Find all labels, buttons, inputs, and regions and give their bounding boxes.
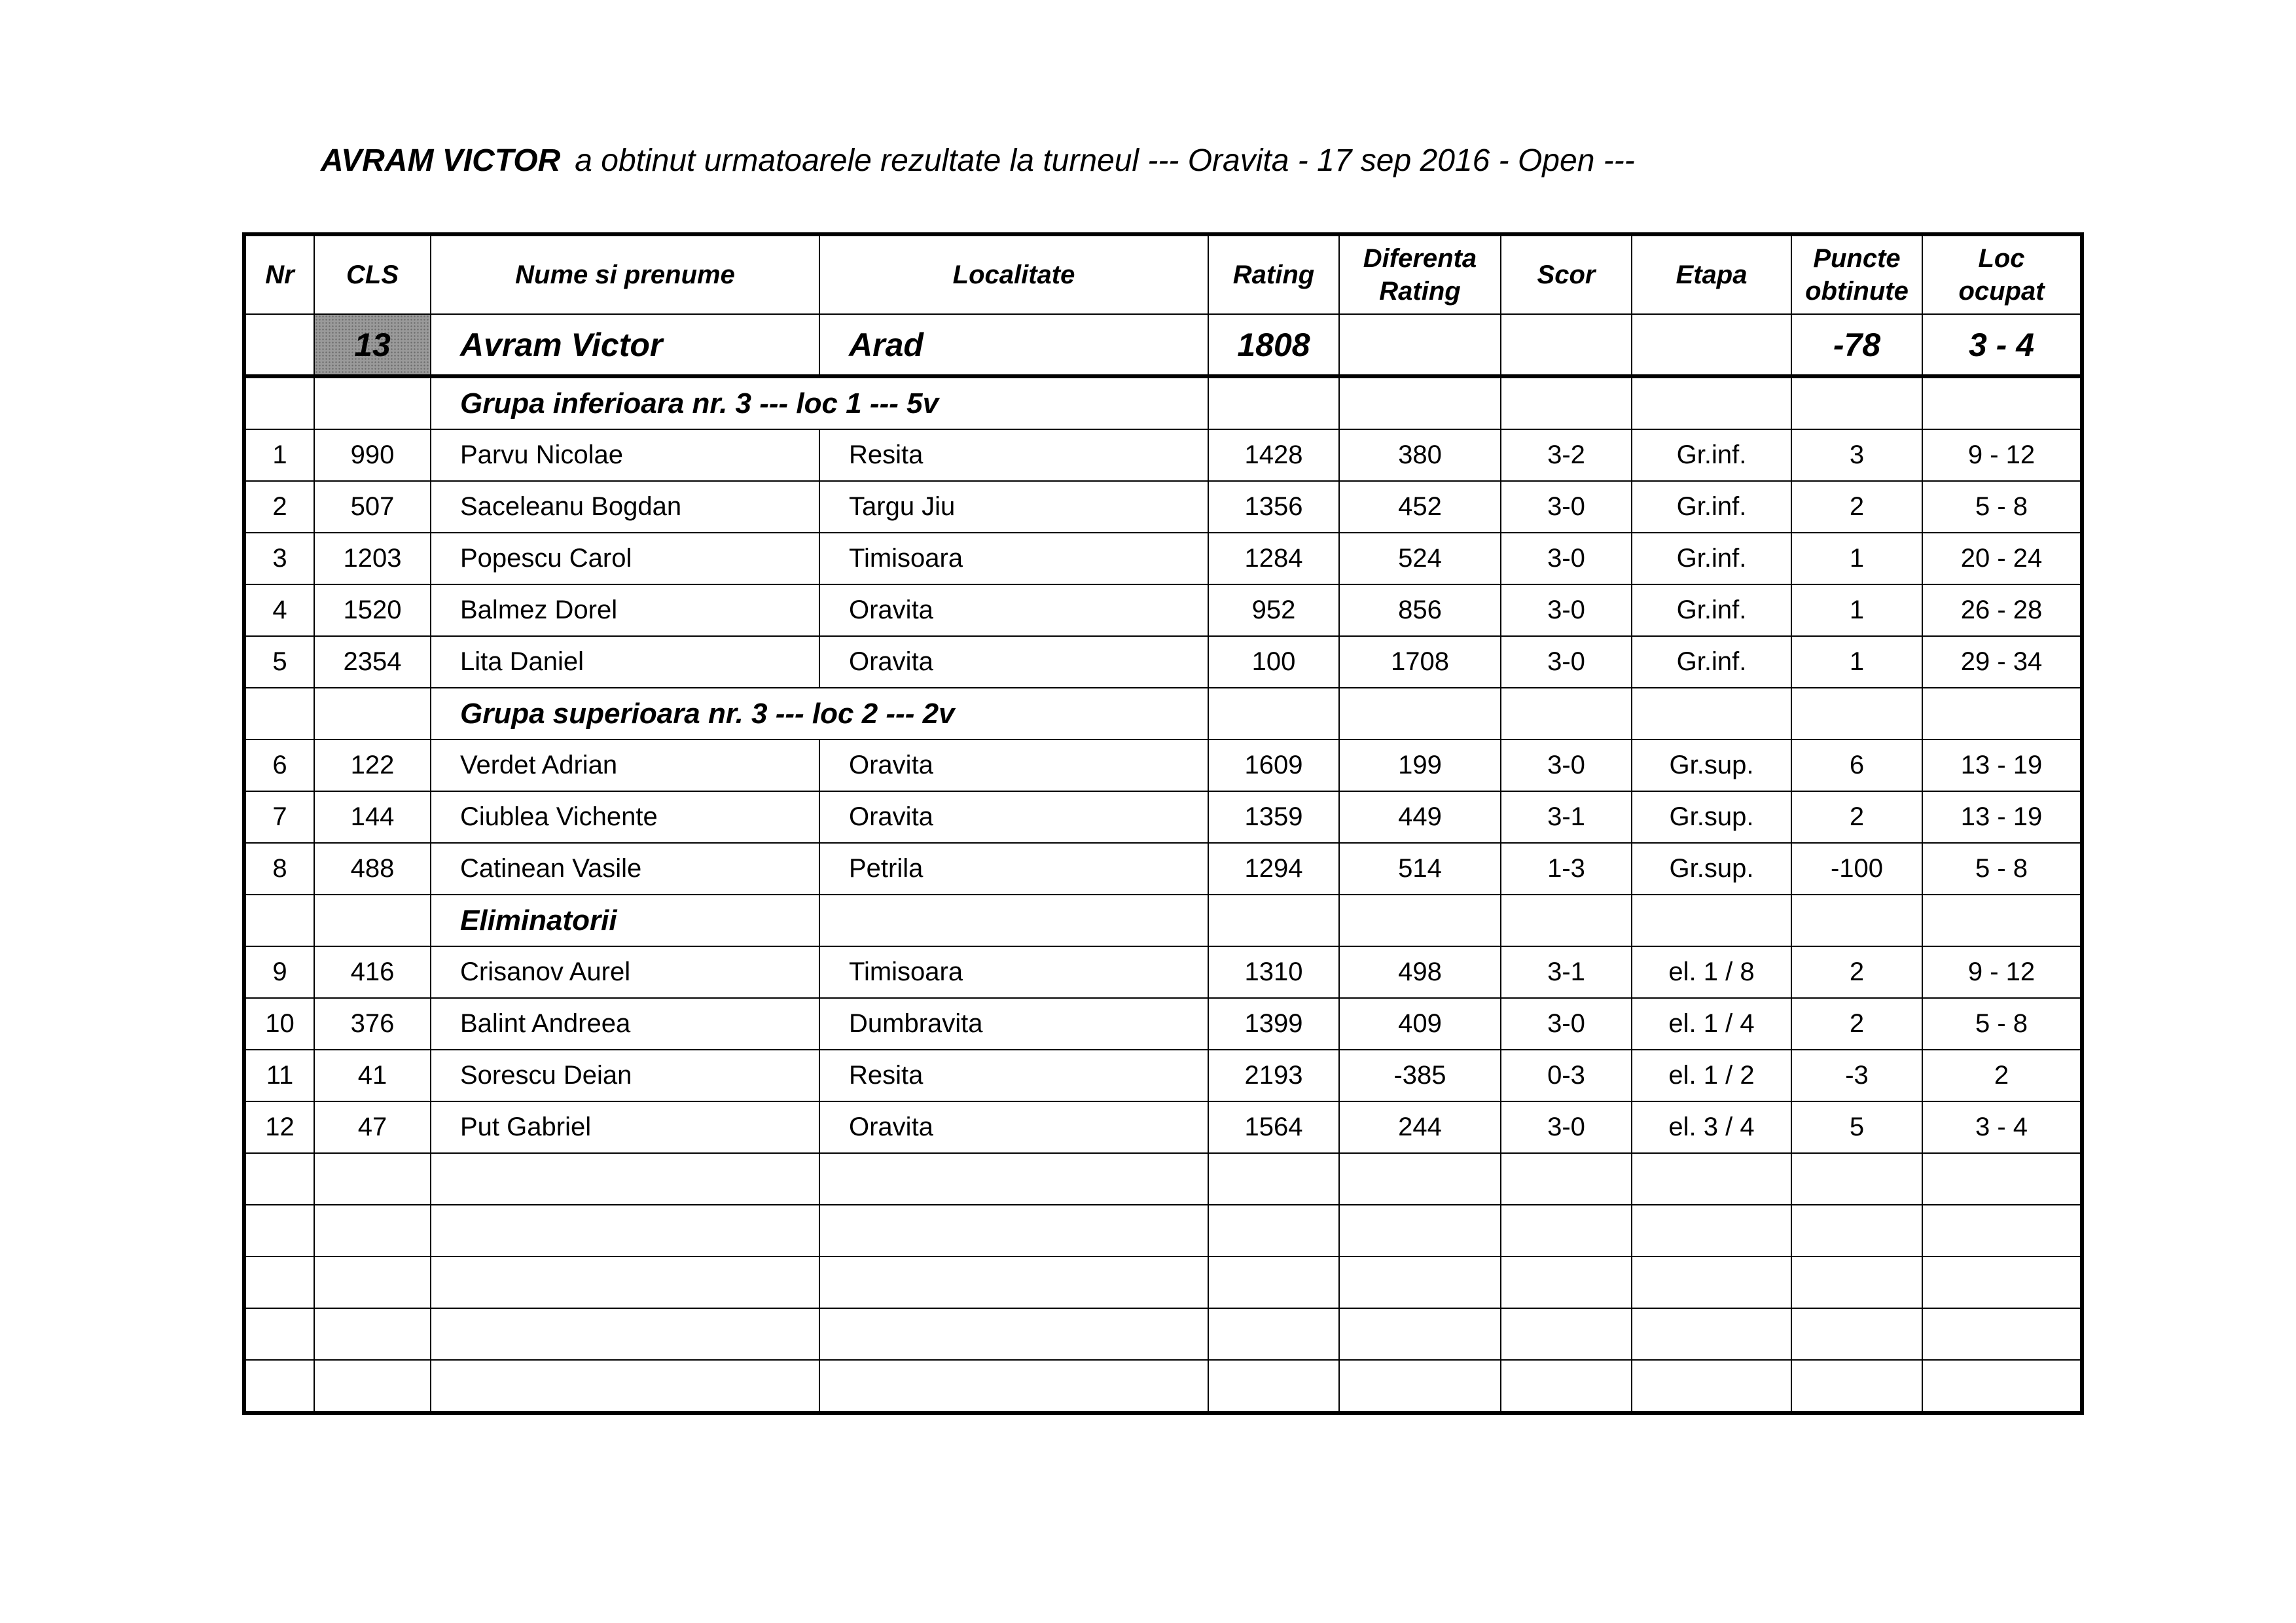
empty-cell [1791, 1153, 1922, 1205]
section-empty-cell [819, 895, 1208, 946]
section-empty-cell [244, 895, 314, 946]
cell-diferenta: 498 [1339, 946, 1501, 998]
cell-localitate: Oravita [819, 1101, 1208, 1153]
cell-scor: 0-3 [1501, 1050, 1632, 1101]
cell-loc: 13 - 19 [1922, 791, 2082, 843]
cell-loc: 2 [1922, 1050, 2082, 1101]
empty-cell [1339, 1360, 1501, 1413]
cell-nume: Sorescu Deian [431, 1050, 819, 1101]
player-nume: Avram Victor [431, 314, 819, 376]
section-empty-cell [1208, 895, 1339, 946]
empty-cell [1922, 1360, 2082, 1413]
cell-loc: 13 - 19 [1922, 740, 2082, 791]
cell-etapa: Gr.inf. [1632, 481, 1791, 533]
cell-scor: 3-1 [1501, 791, 1632, 843]
table-row [244, 1050, 2082, 1101]
header-diferenta-line2: Rating [1379, 277, 1461, 306]
cell-rating: 1356 [1208, 481, 1339, 533]
cell-etapa: Gr.sup. [1632, 843, 1791, 895]
cell-nr: 7 [244, 791, 314, 843]
cell-loc: 26 - 28 [1922, 584, 2082, 636]
table-row [244, 429, 2082, 481]
cell-scor: 3-0 [1501, 481, 1632, 533]
player-name-title: AVRAM VICTOR [321, 143, 561, 178]
section-empty-cell [1208, 376, 1339, 429]
empty-cell [1791, 1257, 1922, 1308]
cell-diferenta: 380 [1339, 429, 1501, 481]
header-scor: Scor [1501, 234, 1632, 314]
cell-loc: 5 - 8 [1922, 843, 2082, 895]
table-row [244, 946, 2082, 998]
cell-scor: 3-0 [1501, 998, 1632, 1050]
cell-puncte: 6 [1791, 740, 1922, 791]
cell-etapa: Gr.sup. [1632, 791, 1791, 843]
empty-row [244, 1257, 2082, 1308]
player-diferenta [1339, 314, 1501, 376]
cell-localitate: Dumbravita [819, 998, 1208, 1050]
empty-row [244, 1308, 2082, 1360]
empty-cell [431, 1153, 819, 1205]
cell-etapa: Gr.inf. [1632, 584, 1791, 636]
header-nr: Nr [244, 234, 314, 314]
cell-cls: 47 [314, 1101, 431, 1153]
table-row [244, 636, 2082, 688]
cell-diferenta: 409 [1339, 998, 1501, 1050]
cell-nume: Ciublea Vichente [431, 791, 819, 843]
cell-localitate: Petrila [819, 843, 1208, 895]
cell-loc: 9 - 12 [1922, 429, 2082, 481]
header-etapa: Etapa [1632, 234, 1791, 314]
section-empty-cell [314, 895, 431, 946]
cell-nr: 1 [244, 429, 314, 481]
empty-cell [314, 1205, 431, 1257]
section-empty-cell [244, 376, 314, 429]
section-header-row [244, 688, 2082, 740]
empty-row [244, 1153, 2082, 1205]
empty-row [244, 1360, 2082, 1413]
cell-cls: 122 [314, 740, 431, 791]
player-loc: 3 - 4 [1922, 314, 2082, 376]
cell-puncte: -100 [1791, 843, 1922, 895]
cell-rating: 1564 [1208, 1101, 1339, 1153]
section-title: Eliminatorii [431, 895, 819, 946]
cell-nr: 6 [244, 740, 314, 791]
cell-rating: 1428 [1208, 429, 1339, 481]
empty-cell [431, 1308, 819, 1360]
cell-nume: Saceleanu Bogdan [431, 481, 819, 533]
cell-etapa: el. 1 / 4 [1632, 998, 1791, 1050]
empty-cell [1501, 1360, 1632, 1413]
empty-cell [1501, 1205, 1632, 1257]
cell-puncte: 1 [1791, 584, 1922, 636]
section-empty-cell [1791, 688, 1922, 740]
cell-etapa: Gr.inf. [1632, 533, 1791, 584]
section-empty-cell [1791, 376, 1922, 429]
cell-diferenta: 856 [1339, 584, 1501, 636]
cell-puncte: 2 [1791, 791, 1922, 843]
player-nr [244, 314, 314, 376]
empty-cell [1632, 1360, 1791, 1413]
empty-cell [819, 1360, 1208, 1413]
header-puncte [1791, 234, 1922, 314]
header-puncte-line2: obtinute [1805, 277, 1909, 306]
cell-etapa: el. 1 / 2 [1632, 1050, 1791, 1101]
empty-cell [1791, 1308, 1922, 1360]
section-empty-cell [1501, 376, 1632, 429]
empty-cell [1339, 1257, 1501, 1308]
section-empty-cell [314, 688, 431, 740]
empty-cell [819, 1153, 1208, 1205]
cell-rating: 1399 [1208, 998, 1339, 1050]
header-localitate: Localitate [819, 234, 1208, 314]
player-puncte: -78 [1791, 314, 1922, 376]
cell-cls: 416 [314, 946, 431, 998]
empty-cell [1791, 1205, 1922, 1257]
section-header-row [244, 895, 2082, 946]
cell-puncte: 5 [1791, 1101, 1922, 1153]
cell-etapa: Gr.inf. [1632, 636, 1791, 688]
section-header-row [244, 376, 2082, 429]
cell-nume: Crisanov Aurel [431, 946, 819, 998]
player-cls: 13 [314, 314, 431, 376]
empty-cell [819, 1205, 1208, 1257]
header-diferenta-line1: Diferenta [1363, 244, 1477, 273]
table-row [244, 584, 2082, 636]
section-empty-cell [1922, 895, 2082, 946]
cell-puncte: 2 [1791, 946, 1922, 998]
empty-cell [1632, 1308, 1791, 1360]
section-empty-cell [1208, 688, 1339, 740]
cell-rating: 2193 [1208, 1050, 1339, 1101]
cell-cls: 1520 [314, 584, 431, 636]
section-empty-cell [314, 376, 431, 429]
cell-localitate: Targu Jiu [819, 481, 1208, 533]
empty-cell [1922, 1205, 2082, 1257]
cell-scor: 1-3 [1501, 843, 1632, 895]
empty-cell [244, 1205, 314, 1257]
cell-scor: 3-0 [1501, 584, 1632, 636]
cell-puncte: 2 [1791, 998, 1922, 1050]
cell-nr: 8 [244, 843, 314, 895]
cell-scor: 3-1 [1501, 946, 1632, 998]
cell-scor: 3-0 [1501, 1101, 1632, 1153]
cell-nr: 9 [244, 946, 314, 998]
empty-cell [1208, 1308, 1339, 1360]
cell-nr: 3 [244, 533, 314, 584]
empty-cell [819, 1308, 1208, 1360]
player-etapa [1632, 314, 1791, 376]
cell-nume: Balint Andreea [431, 998, 819, 1050]
section-empty-cell [1632, 895, 1791, 946]
cell-cls: 507 [314, 481, 431, 533]
cell-cls: 376 [314, 998, 431, 1050]
cell-loc: 3 - 4 [1922, 1101, 2082, 1153]
cell-nr: 10 [244, 998, 314, 1050]
section-title: Grupa inferioara nr. 3 --- loc 1 --- 5v [431, 376, 1208, 429]
empty-cell [1208, 1257, 1339, 1308]
cell-puncte: -3 [1791, 1050, 1922, 1101]
section-empty-cell [1922, 376, 2082, 429]
cell-nume: Balmez Dorel [431, 584, 819, 636]
cell-diferenta: 524 [1339, 533, 1501, 584]
empty-cell [1339, 1153, 1501, 1205]
empty-cell [1632, 1205, 1791, 1257]
cell-cls: 1203 [314, 533, 431, 584]
cell-nume: Parvu Nicolae [431, 429, 819, 481]
cell-loc: 5 - 8 [1922, 481, 2082, 533]
table-row [244, 740, 2082, 791]
empty-cell [314, 1308, 431, 1360]
empty-cell [1501, 1308, 1632, 1360]
cell-nume: Catinean Vasile [431, 843, 819, 895]
empty-cell [1791, 1360, 1922, 1413]
cell-diferenta: 244 [1339, 1101, 1501, 1153]
empty-cell [1208, 1360, 1339, 1413]
table-row [244, 843, 2082, 895]
header-puncte-line1: Puncte [1813, 244, 1901, 273]
empty-cell [1501, 1257, 1632, 1308]
cell-nr: 2 [244, 481, 314, 533]
header-loc-line2: ocupat [1958, 277, 2045, 306]
empty-cell [244, 1153, 314, 1205]
table-row [244, 791, 2082, 843]
empty-cell [1632, 1257, 1791, 1308]
cell-puncte: 1 [1791, 636, 1922, 688]
cell-localitate: Resita [819, 1050, 1208, 1101]
empty-cell [244, 1360, 314, 1413]
empty-cell [431, 1205, 819, 1257]
cell-nr: 5 [244, 636, 314, 688]
cell-scor: 3-0 [1501, 636, 1632, 688]
player-scor [1501, 314, 1632, 376]
cell-cls: 41 [314, 1050, 431, 1101]
header-diferenta [1339, 234, 1501, 314]
header-row [244, 234, 2082, 314]
cell-rating: 952 [1208, 584, 1339, 636]
cell-scor: 3-0 [1501, 740, 1632, 791]
cell-loc: 9 - 12 [1922, 946, 2082, 998]
header-loc-line1: Loc [1978, 244, 2025, 273]
cell-cls: 990 [314, 429, 431, 481]
cell-puncte: 3 [1791, 429, 1922, 481]
table-row [244, 533, 2082, 584]
cell-cls: 2354 [314, 636, 431, 688]
empty-cell [314, 1153, 431, 1205]
cell-etapa: el. 1 / 8 [1632, 946, 1791, 998]
cell-nr: 4 [244, 584, 314, 636]
cell-nume: Lita Daniel [431, 636, 819, 688]
section-empty-cell [244, 688, 314, 740]
cell-loc: 29 - 34 [1922, 636, 2082, 688]
page-title [321, 143, 1635, 179]
cell-nume: Popescu Carol [431, 533, 819, 584]
empty-cell [1208, 1205, 1339, 1257]
cell-diferenta: 199 [1339, 740, 1501, 791]
empty-cell [1632, 1153, 1791, 1205]
empty-cell [431, 1360, 819, 1413]
empty-row [244, 1205, 2082, 1257]
player-rating: 1808 [1208, 314, 1339, 376]
cell-diferenta: 514 [1339, 843, 1501, 895]
cell-scor: 3-2 [1501, 429, 1632, 481]
cell-etapa: el. 3 / 4 [1632, 1101, 1791, 1153]
cell-rating: 1294 [1208, 843, 1339, 895]
cell-localitate: Oravita [819, 791, 1208, 843]
empty-cell [1208, 1153, 1339, 1205]
table-row [244, 1101, 2082, 1153]
empty-cell [819, 1257, 1208, 1308]
empty-cell [1922, 1257, 2082, 1308]
cell-localitate: Oravita [819, 740, 1208, 791]
empty-cell [314, 1360, 431, 1413]
empty-cell [314, 1257, 431, 1308]
cell-localitate: Timisoara [819, 946, 1208, 998]
header-cls: CLS [314, 234, 431, 314]
section-empty-cell [1339, 688, 1501, 740]
section-title: Grupa superioara nr. 3 --- loc 2 --- 2v [431, 688, 1208, 740]
cell-cls: 144 [314, 791, 431, 843]
cell-rating: 1359 [1208, 791, 1339, 843]
cell-loc: 20 - 24 [1922, 533, 2082, 584]
cell-nr: 11 [244, 1050, 314, 1101]
table-row [244, 481, 2082, 533]
player-localitate: Arad [819, 314, 1208, 376]
cell-localitate: Oravita [819, 636, 1208, 688]
header-nume: Nume si prenume [431, 234, 819, 314]
header-loc [1922, 234, 2082, 314]
section-empty-cell [1501, 895, 1632, 946]
section-empty-cell [1339, 895, 1501, 946]
cell-localitate: Oravita [819, 584, 1208, 636]
cell-nume: Verdet Adrian [431, 740, 819, 791]
cell-etapa: Gr.inf. [1632, 429, 1791, 481]
table-row [244, 998, 2082, 1050]
player-row [244, 314, 2082, 376]
empty-cell [1922, 1308, 2082, 1360]
header-rating: Rating [1208, 234, 1339, 314]
cell-diferenta: -385 [1339, 1050, 1501, 1101]
cell-rating: 100 [1208, 636, 1339, 688]
section-empty-cell [1339, 376, 1501, 429]
empty-cell [244, 1308, 314, 1360]
section-empty-cell [1632, 376, 1791, 429]
section-empty-cell [1501, 688, 1632, 740]
cell-rating: 1310 [1208, 946, 1339, 998]
cell-cls: 488 [314, 843, 431, 895]
results-table [242, 232, 2084, 1415]
empty-cell [431, 1257, 819, 1308]
empty-cell [1339, 1205, 1501, 1257]
cell-etapa: Gr.sup. [1632, 740, 1791, 791]
empty-cell [1501, 1153, 1632, 1205]
cell-localitate: Resita [819, 429, 1208, 481]
cell-puncte: 1 [1791, 533, 1922, 584]
cell-diferenta: 1708 [1339, 636, 1501, 688]
cell-scor: 3-0 [1501, 533, 1632, 584]
cell-diferenta: 449 [1339, 791, 1501, 843]
cell-rating: 1609 [1208, 740, 1339, 791]
cell-nr: 12 [244, 1101, 314, 1153]
cell-rating: 1284 [1208, 533, 1339, 584]
title-description: a obtinut urmatoarele rezultate la turneul --- Oravita - 17 sep 2016 - Open --- [575, 143, 1635, 178]
cell-nume: Put Gabriel [431, 1101, 819, 1153]
section-empty-cell [1922, 688, 2082, 740]
empty-cell [1922, 1153, 2082, 1205]
section-empty-cell [1632, 688, 1791, 740]
empty-cell [1339, 1308, 1501, 1360]
cell-localitate: Timisoara [819, 533, 1208, 584]
empty-cell [244, 1257, 314, 1308]
cell-diferenta: 452 [1339, 481, 1501, 533]
cell-loc: 5 - 8 [1922, 998, 2082, 1050]
section-empty-cell [1791, 895, 1922, 946]
cell-puncte: 2 [1791, 481, 1922, 533]
